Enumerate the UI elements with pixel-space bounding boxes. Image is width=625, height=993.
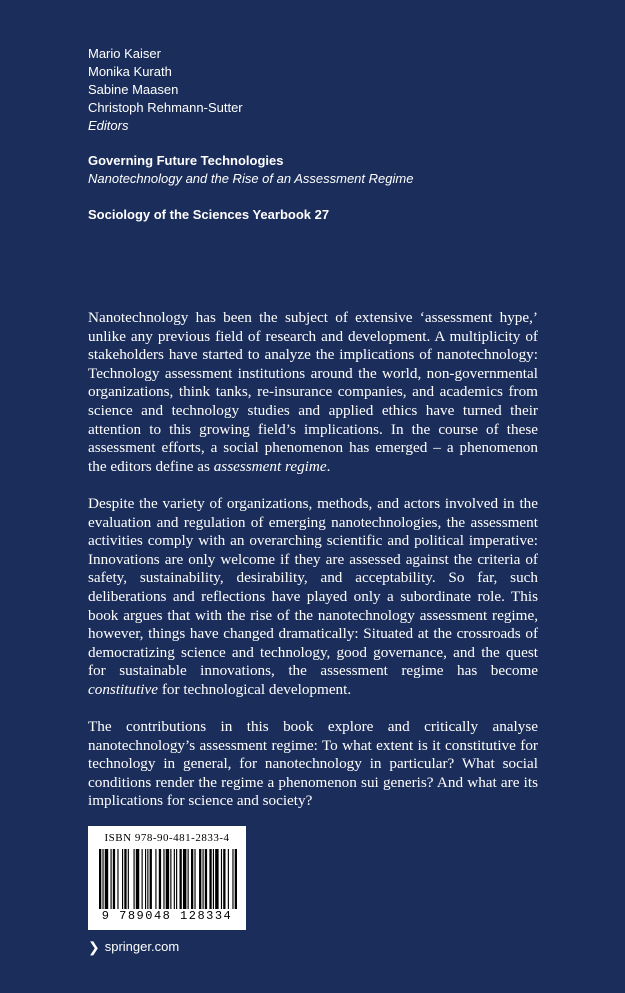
series-title: Sociology of the Sciences Yearbook 27 (88, 207, 330, 222)
barcode-bar (215, 849, 218, 909)
barcode-bar (170, 849, 171, 909)
publisher-footer (88, 938, 179, 956)
barcode-bar (199, 849, 201, 909)
barcode-bar (134, 849, 135, 909)
barcode-bar (235, 849, 237, 909)
barcode-bar (213, 849, 214, 909)
barcode-bar (159, 849, 161, 909)
barcode-bar (147, 849, 148, 909)
barcode-bar (209, 849, 211, 909)
barcode-bar (203, 849, 204, 909)
barcode-bar (105, 849, 108, 909)
publisher-url[interactable]: springer.com (104, 939, 180, 954)
editor-name: Monika Kurath (88, 64, 172, 79)
barcode-bar (221, 849, 222, 909)
editor-name: Sabine Maasen (88, 82, 179, 97)
blurb-paragraph-2: Despite the variety of organizations, methods, and actors involved in the evaluation and regulation of emerging nanotechnologies, the assessment activities comply with an overarching scientific and political imperative: Innovations are only welcome if they are assessed against the criteria of safety, sustainability, desirability, and acceptability. So far, such deliberations and reflections have played only a subordinate role. This book argues that with the rise of the nanotechnology assessment regime, however, things have changed dramatically: Situated at the crossroads of democratizing science and technology, good governance, and the quest for sustainable innovations, the assessment regime has become constitutive for technological development. (88, 494, 538, 698)
editors-block (88, 45, 243, 135)
blurb-paragraph-3: The contributions in this book explore and critically analyse nanotechnology’s assessment regime: To what extent is it constitutive for technology in general, for nanotechnology in particular? What social conditions render the regime a phenomenon sui generis? And what are its implications for science and society? (88, 718, 538, 810)
book-subtitle: Nanotechnology and the Rise of an Assessment Regime (88, 171, 414, 186)
barcode-bar (150, 849, 152, 909)
barcode-bar (188, 849, 189, 909)
barcode-bar (136, 849, 139, 909)
barcode-bar (124, 849, 126, 909)
barcode-bar (142, 849, 143, 909)
editors-role: Editors (88, 118, 129, 133)
barcode-bar (155, 849, 156, 909)
editor-name: Christoph Rehmann-Sutter (88, 100, 243, 115)
barcode-bar (128, 849, 129, 909)
barcode-bar (163, 849, 164, 909)
ean-number: 9 789048 128334 (101, 909, 233, 923)
barcode (88, 826, 246, 930)
chevron-right-icon: ❯ (88, 939, 100, 955)
isbn-label: ISBN 978-90-481-2833-4 (104, 832, 230, 844)
barcode-bar (117, 849, 118, 909)
barcode-bar (228, 849, 229, 909)
barcode-bars (97, 849, 237, 909)
barcode-bar (99, 849, 101, 909)
barcode-bar (122, 849, 123, 909)
barcode-bar (194, 849, 195, 909)
barcode-bar (102, 849, 103, 909)
barcode-bar (166, 849, 169, 909)
barcode-bar (145, 849, 146, 909)
barcode-bar (111, 849, 112, 909)
editor-name: Mario Kaiser (88, 46, 161, 61)
barcode-bar (113, 849, 115, 909)
book-title: Governing Future Technologies (88, 153, 284, 168)
blurb-paragraph-1: Nanotechnology has been the subject of extensive ‘assessment hype,’ unlike any previous field of research and development. A multiplicity of stakeholders have started to analyze the implications of nanotechnology: Technology assessment institutions around the world, non-governmental organizations, think tanks, re-insurance companies, and academics from science and technology studies and applied ethics have turned their attention to this growing field’s implications. In the course of these assessment efforts, a social phenomenon has emerged – a phenomenon the editors define as assessment regime. (88, 309, 538, 475)
barcode-bar (180, 849, 182, 909)
barcode-bar (176, 849, 177, 909)
barcode-bar (232, 849, 233, 909)
barcode-bar (191, 849, 193, 909)
blurb (88, 309, 538, 830)
barcode-bar (223, 849, 225, 909)
title-block (88, 152, 413, 188)
barcode-bar (205, 849, 207, 909)
barcode-bar (183, 849, 186, 909)
barcode-bar (174, 849, 175, 909)
